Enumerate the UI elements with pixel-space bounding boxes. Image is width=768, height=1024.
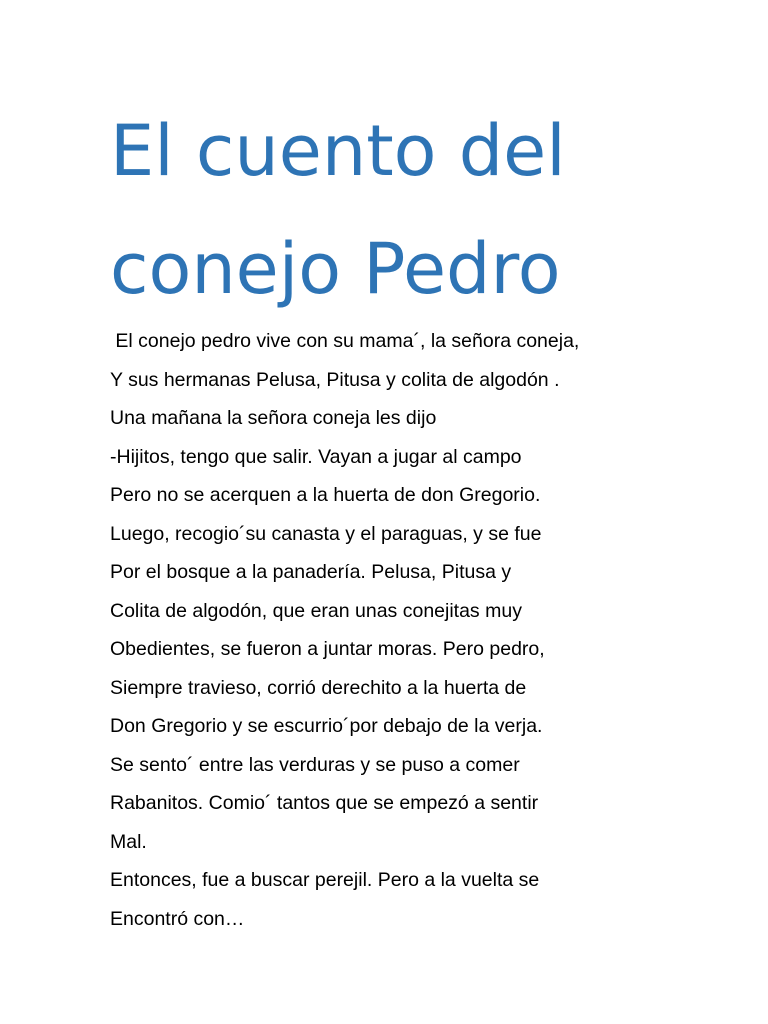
text-line: Una mañana la señora coneja les dijo bbox=[110, 407, 437, 429]
text-line: Encontró con… bbox=[110, 907, 245, 930]
title-line: El cuento del bbox=[110, 110, 566, 192]
text-line: Se sento´ entre las verduras y se puso a comer bbox=[110, 753, 520, 776]
title-line: conejo Pedro bbox=[110, 228, 561, 310]
text-line: Colita de algodón, que eran unas conejitas muy bbox=[110, 599, 522, 622]
text-line: Don Gregorio y se escurrio´por debajo de la verja. bbox=[110, 715, 543, 737]
text-line: Mal. bbox=[110, 830, 147, 853]
text-line: El conejo pedro vive con su mama´, la señora coneja, bbox=[110, 330, 580, 352]
text-line: Obedientes, se fueron a juntar moras. Pero pedro, bbox=[110, 638, 545, 660]
text-line: Y sus hermanas Pelusa, Pitusa y colita de algodón . bbox=[110, 368, 560, 391]
text-line: Por el bosque a la panadería. Pelusa, Pitusa y bbox=[110, 561, 512, 583]
document-title bbox=[110, 92, 730, 328]
text-line: Rabanitos. Comio´ tantos que se empezó a sentir bbox=[110, 792, 539, 814]
text-line: -Hijitos, tengo que salir. Vayan a jugar al campo bbox=[110, 445, 522, 468]
text-line: Entonces, fue a buscar perejil. Pero a la vuelta se bbox=[110, 869, 540, 891]
story-paragraph bbox=[110, 322, 750, 938]
text-line: Luego, recogio´su canasta y el paraguas, y se fue bbox=[110, 522, 542, 545]
text-line: Pero no se acerquen a la huerta de don Gregorio. bbox=[110, 484, 541, 506]
text-line: Siempre travieso, corrió derechito a la huerta de bbox=[110, 676, 527, 699]
